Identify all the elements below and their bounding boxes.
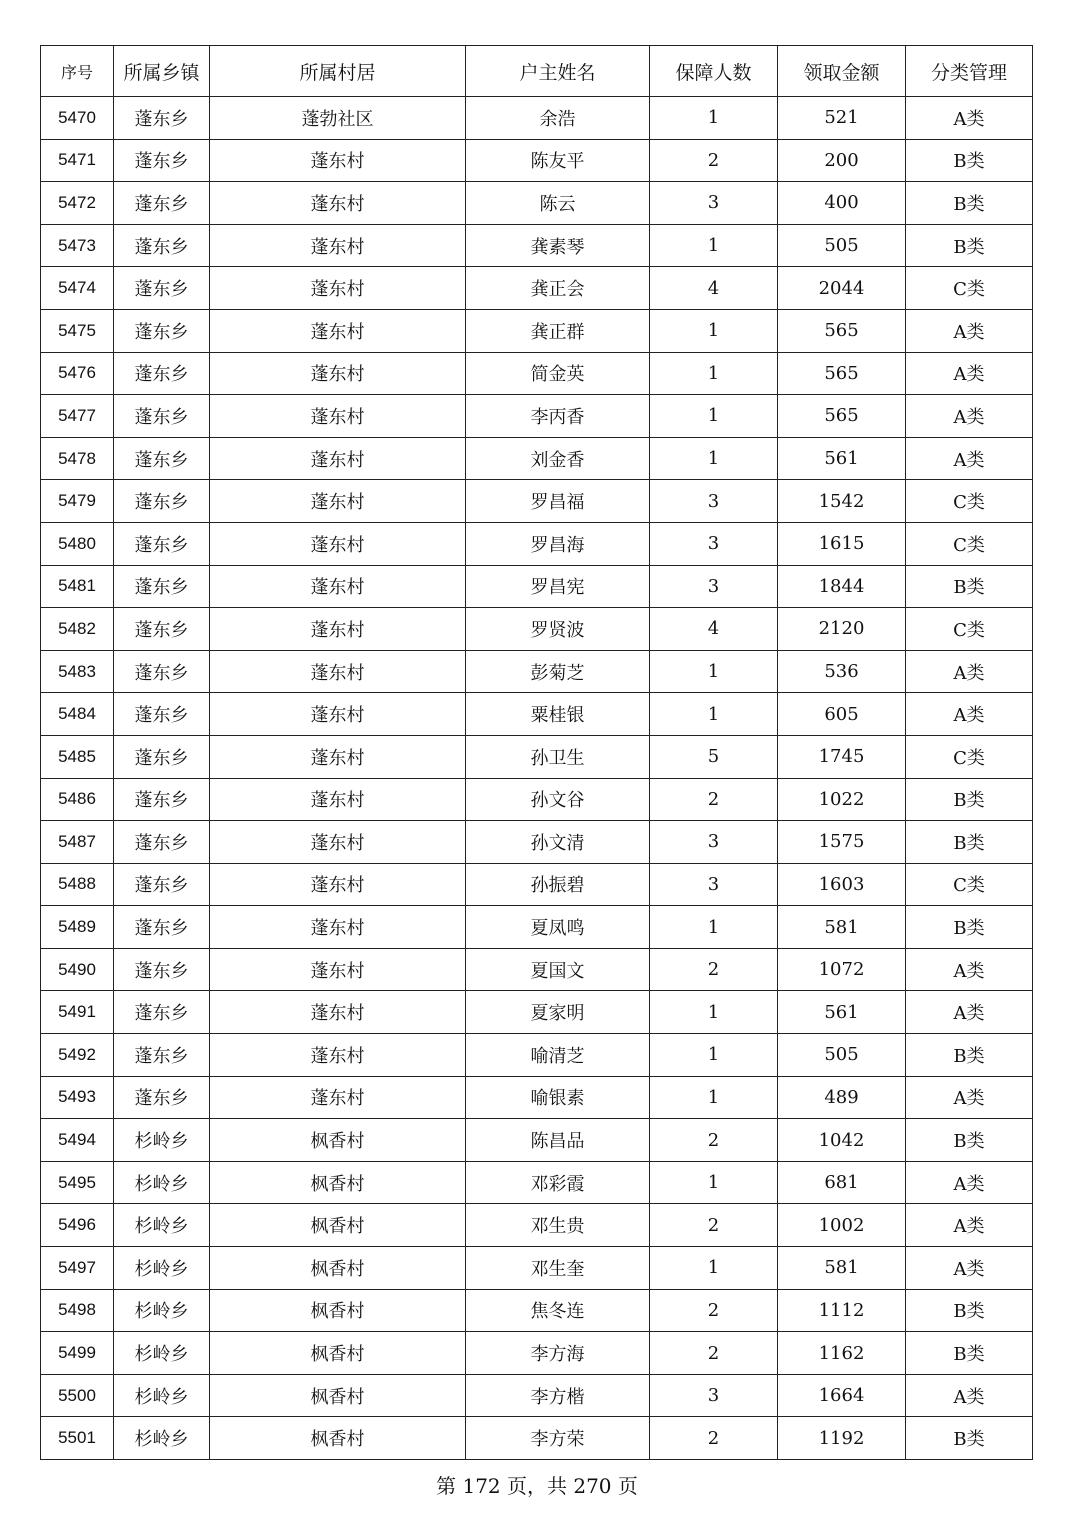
category-cell: B类 bbox=[906, 1119, 1033, 1162]
town-cell: 蓬东乡 bbox=[114, 139, 210, 182]
serial-number-cell: 5499 bbox=[41, 1332, 114, 1375]
village-cell: 枫香村 bbox=[210, 1161, 466, 1204]
village-cell: 蓬东村 bbox=[210, 650, 466, 693]
covered-persons-cell: 1 bbox=[650, 991, 778, 1034]
serial-number-cell: 5494 bbox=[41, 1119, 114, 1162]
covered-persons-cell: 1 bbox=[650, 352, 778, 395]
covered-persons-cell: 1 bbox=[650, 1161, 778, 1204]
category-cell: A类 bbox=[906, 991, 1033, 1034]
town-cell: 蓬东乡 bbox=[114, 778, 210, 821]
serial-number-cell: 5477 bbox=[41, 395, 114, 438]
village-cell: 蓬东村 bbox=[210, 352, 466, 395]
village-cell: 蓬东村 bbox=[210, 182, 466, 225]
category-cell: A类 bbox=[906, 1161, 1033, 1204]
amount-cell: 489 bbox=[778, 1076, 906, 1119]
amount-cell: 1542 bbox=[778, 480, 906, 523]
table-row bbox=[41, 948, 1033, 991]
table-row bbox=[41, 267, 1033, 310]
town-cell: 蓬东乡 bbox=[114, 948, 210, 991]
covered-persons-cell: 1 bbox=[650, 437, 778, 480]
village-cell: 枫香村 bbox=[210, 1119, 466, 1162]
category-cell: A类 bbox=[906, 1374, 1033, 1417]
header-amount: 领取金额 bbox=[778, 46, 906, 97]
town-cell: 蓬东乡 bbox=[114, 1034, 210, 1077]
village-cell: 枫香村 bbox=[210, 1247, 466, 1290]
category-cell: B类 bbox=[906, 1034, 1033, 1077]
serial-number-cell: 5475 bbox=[41, 309, 114, 352]
town-cell: 蓬东乡 bbox=[114, 480, 210, 523]
amount-cell: 561 bbox=[778, 437, 906, 480]
assistance-roster-table bbox=[40, 45, 1033, 1460]
serial-number-cell: 5490 bbox=[41, 948, 114, 991]
table-row bbox=[41, 608, 1033, 651]
serial-number-cell: 5482 bbox=[41, 608, 114, 651]
category-cell: B类 bbox=[906, 565, 1033, 608]
covered-persons-cell: 2 bbox=[650, 1289, 778, 1332]
serial-number-cell: 5501 bbox=[41, 1417, 114, 1460]
town-cell: 杉岭乡 bbox=[114, 1204, 210, 1247]
amount-cell: 505 bbox=[778, 224, 906, 267]
serial-number-cell: 5476 bbox=[41, 352, 114, 395]
householder-name-cell: 夏凤鸣 bbox=[466, 906, 650, 949]
householder-name-cell: 邓生贵 bbox=[466, 1204, 650, 1247]
householder-name-cell: 夏家明 bbox=[466, 991, 650, 1034]
category-cell: A类 bbox=[906, 650, 1033, 693]
householder-name-cell: 陈友平 bbox=[466, 139, 650, 182]
covered-persons-cell: 5 bbox=[650, 735, 778, 778]
serial-number-cell: 5489 bbox=[41, 906, 114, 949]
covered-persons-cell: 3 bbox=[650, 182, 778, 225]
table-row bbox=[41, 139, 1033, 182]
category-cell: B类 bbox=[906, 1332, 1033, 1375]
table-row bbox=[41, 693, 1033, 736]
serial-number-cell: 5483 bbox=[41, 650, 114, 693]
covered-persons-cell: 3 bbox=[650, 522, 778, 565]
village-cell: 蓬东村 bbox=[210, 735, 466, 778]
town-cell: 蓬东乡 bbox=[114, 224, 210, 267]
amount-cell: 1575 bbox=[778, 821, 906, 864]
table-row bbox=[41, 1332, 1033, 1375]
town-cell: 蓬东乡 bbox=[114, 735, 210, 778]
covered-persons-cell: 2 bbox=[650, 139, 778, 182]
table-row bbox=[41, 224, 1033, 267]
town-cell: 杉岭乡 bbox=[114, 1161, 210, 1204]
village-cell: 蓬东村 bbox=[210, 948, 466, 991]
table-row bbox=[41, 182, 1033, 225]
category-cell: B类 bbox=[906, 821, 1033, 864]
covered-persons-cell: 4 bbox=[650, 267, 778, 310]
serial-number-cell: 5473 bbox=[41, 224, 114, 267]
householder-name-cell: 刘金香 bbox=[466, 437, 650, 480]
amount-cell: 521 bbox=[778, 97, 906, 140]
category-cell: C类 bbox=[906, 522, 1033, 565]
village-cell: 蓬东村 bbox=[210, 480, 466, 523]
covered-persons-cell: 2 bbox=[650, 1417, 778, 1460]
serial-number-cell: 5498 bbox=[41, 1289, 114, 1332]
serial-number-cell: 5493 bbox=[41, 1076, 114, 1119]
covered-persons-cell: 3 bbox=[650, 480, 778, 523]
amount-cell: 1603 bbox=[778, 863, 906, 906]
amount-cell: 1664 bbox=[778, 1374, 906, 1417]
header-village: 所属村居 bbox=[210, 46, 466, 97]
table-header-row bbox=[41, 46, 1033, 97]
table-row bbox=[41, 991, 1033, 1034]
table-row bbox=[41, 1161, 1033, 1204]
category-cell: B类 bbox=[906, 224, 1033, 267]
amount-cell: 1002 bbox=[778, 1204, 906, 1247]
serial-number-cell: 5487 bbox=[41, 821, 114, 864]
amount-cell: 1844 bbox=[778, 565, 906, 608]
header-householder-name: 户主姓名 bbox=[466, 46, 650, 97]
amount-cell: 1192 bbox=[778, 1417, 906, 1460]
table-row bbox=[41, 863, 1033, 906]
table-row bbox=[41, 97, 1033, 140]
village-cell: 蓬东村 bbox=[210, 395, 466, 438]
table-row bbox=[41, 1204, 1033, 1247]
category-cell: A类 bbox=[906, 948, 1033, 991]
town-cell: 杉岭乡 bbox=[114, 1247, 210, 1290]
householder-name-cell: 孙卫生 bbox=[466, 735, 650, 778]
covered-persons-cell: 1 bbox=[650, 1076, 778, 1119]
serial-number-cell: 5486 bbox=[41, 778, 114, 821]
householder-name-cell: 余浩 bbox=[466, 97, 650, 140]
category-cell: B类 bbox=[906, 182, 1033, 225]
amount-cell: 565 bbox=[778, 352, 906, 395]
amount-cell: 1022 bbox=[778, 778, 906, 821]
amount-cell: 505 bbox=[778, 1034, 906, 1077]
serial-number-cell: 5479 bbox=[41, 480, 114, 523]
serial-number-cell: 5472 bbox=[41, 182, 114, 225]
village-cell: 枫香村 bbox=[210, 1332, 466, 1375]
village-cell: 蓬东村 bbox=[210, 139, 466, 182]
category-cell: B类 bbox=[906, 1289, 1033, 1332]
town-cell: 蓬东乡 bbox=[114, 608, 210, 651]
serial-number-cell: 5491 bbox=[41, 991, 114, 1034]
amount-cell: 400 bbox=[778, 182, 906, 225]
table-row bbox=[41, 650, 1033, 693]
householder-name-cell: 孙文清 bbox=[466, 821, 650, 864]
amount-cell: 2120 bbox=[778, 608, 906, 651]
category-cell: C类 bbox=[906, 863, 1033, 906]
village-cell: 蓬东村 bbox=[210, 309, 466, 352]
table-row bbox=[41, 1417, 1033, 1460]
amount-cell: 2044 bbox=[778, 267, 906, 310]
table-row bbox=[41, 437, 1033, 480]
covered-persons-cell: 2 bbox=[650, 948, 778, 991]
village-cell: 蓬东村 bbox=[210, 693, 466, 736]
serial-number-cell: 5474 bbox=[41, 267, 114, 310]
serial-number-cell: 5471 bbox=[41, 139, 114, 182]
town-cell: 蓬东乡 bbox=[114, 182, 210, 225]
serial-number-cell: 5485 bbox=[41, 735, 114, 778]
village-cell: 枫香村 bbox=[210, 1289, 466, 1332]
serial-number-cell: 5480 bbox=[41, 522, 114, 565]
category-cell: B类 bbox=[906, 906, 1033, 949]
village-cell: 蓬勃社区 bbox=[210, 97, 466, 140]
table-body bbox=[41, 97, 1033, 1460]
town-cell: 蓬东乡 bbox=[114, 991, 210, 1034]
town-cell: 蓬东乡 bbox=[114, 522, 210, 565]
table-row bbox=[41, 522, 1033, 565]
householder-name-cell: 罗昌福 bbox=[466, 480, 650, 523]
householder-name-cell: 邓生奎 bbox=[466, 1247, 650, 1290]
covered-persons-cell: 1 bbox=[650, 309, 778, 352]
header-town: 所属乡镇 bbox=[114, 46, 210, 97]
category-cell: A类 bbox=[906, 693, 1033, 736]
village-cell: 蓬东村 bbox=[210, 1034, 466, 1077]
town-cell: 蓬东乡 bbox=[114, 821, 210, 864]
village-cell: 蓬东村 bbox=[210, 267, 466, 310]
covered-persons-cell: 2 bbox=[650, 778, 778, 821]
town-cell: 蓬东乡 bbox=[114, 437, 210, 480]
amount-cell: 565 bbox=[778, 309, 906, 352]
town-cell: 蓬东乡 bbox=[114, 906, 210, 949]
header-serial-number: 序号 bbox=[41, 46, 114, 97]
table-row bbox=[41, 480, 1033, 523]
table-row bbox=[41, 821, 1033, 864]
category-cell: B类 bbox=[906, 778, 1033, 821]
serial-number-cell: 5470 bbox=[41, 97, 114, 140]
town-cell: 蓬东乡 bbox=[114, 352, 210, 395]
village-cell: 蓬东村 bbox=[210, 863, 466, 906]
header-covered-persons: 保障人数 bbox=[650, 46, 778, 97]
table-row bbox=[41, 352, 1033, 395]
householder-name-cell: 彭菊芝 bbox=[466, 650, 650, 693]
village-cell: 蓬东村 bbox=[210, 991, 466, 1034]
amount-cell: 681 bbox=[778, 1161, 906, 1204]
village-cell: 蓬东村 bbox=[210, 778, 466, 821]
serial-number-cell: 5484 bbox=[41, 693, 114, 736]
village-cell: 枫香村 bbox=[210, 1204, 466, 1247]
covered-persons-cell: 3 bbox=[650, 565, 778, 608]
category-cell: C类 bbox=[906, 480, 1033, 523]
town-cell: 蓬东乡 bbox=[114, 395, 210, 438]
village-cell: 蓬东村 bbox=[210, 1076, 466, 1119]
category-cell: C类 bbox=[906, 267, 1033, 310]
town-cell: 杉岭乡 bbox=[114, 1119, 210, 1162]
covered-persons-cell: 3 bbox=[650, 863, 778, 906]
householder-name-cell: 邓彩霞 bbox=[466, 1161, 650, 1204]
covered-persons-cell: 2 bbox=[650, 1332, 778, 1375]
amount-cell: 536 bbox=[778, 650, 906, 693]
table-row bbox=[41, 1034, 1033, 1077]
covered-persons-cell: 4 bbox=[650, 608, 778, 651]
table-row bbox=[41, 309, 1033, 352]
town-cell: 蓬东乡 bbox=[114, 1076, 210, 1119]
category-cell: A类 bbox=[906, 97, 1033, 140]
householder-name-cell: 李方楷 bbox=[466, 1374, 650, 1417]
town-cell: 蓬东乡 bbox=[114, 863, 210, 906]
householder-name-cell: 孙振碧 bbox=[466, 863, 650, 906]
category-cell: B类 bbox=[906, 139, 1033, 182]
householder-name-cell: 罗昌海 bbox=[466, 522, 650, 565]
covered-persons-cell: 1 bbox=[650, 97, 778, 140]
category-cell: A类 bbox=[906, 437, 1033, 480]
householder-name-cell: 罗贤波 bbox=[466, 608, 650, 651]
amount-cell: 1042 bbox=[778, 1119, 906, 1162]
householder-name-cell: 罗昌宪 bbox=[466, 565, 650, 608]
page-footer: 第 172 页，共 270 页 bbox=[436, 1474, 638, 1498]
category-cell: A类 bbox=[906, 352, 1033, 395]
table-row bbox=[41, 735, 1033, 778]
category-cell: B类 bbox=[906, 1417, 1033, 1460]
village-cell: 枫香村 bbox=[210, 1417, 466, 1460]
town-cell: 蓬东乡 bbox=[114, 693, 210, 736]
covered-persons-cell: 1 bbox=[650, 693, 778, 736]
category-cell: A类 bbox=[906, 1076, 1033, 1119]
table-row bbox=[41, 906, 1033, 949]
amount-cell: 605 bbox=[778, 693, 906, 736]
header-category: 分类管理 bbox=[906, 46, 1033, 97]
village-cell: 蓬东村 bbox=[210, 224, 466, 267]
category-cell: A类 bbox=[906, 309, 1033, 352]
amount-cell: 1162 bbox=[778, 1332, 906, 1375]
village-cell: 蓬东村 bbox=[210, 522, 466, 565]
amount-cell: 581 bbox=[778, 906, 906, 949]
table-row bbox=[41, 1119, 1033, 1162]
householder-name-cell: 焦冬连 bbox=[466, 1289, 650, 1332]
serial-number-cell: 5500 bbox=[41, 1374, 114, 1417]
householder-name-cell: 李丙香 bbox=[466, 395, 650, 438]
covered-persons-cell: 1 bbox=[650, 906, 778, 949]
amount-cell: 1112 bbox=[778, 1289, 906, 1332]
town-cell: 杉岭乡 bbox=[114, 1374, 210, 1417]
covered-persons-cell: 1 bbox=[650, 224, 778, 267]
town-cell: 蓬东乡 bbox=[114, 565, 210, 608]
amount-cell: 565 bbox=[778, 395, 906, 438]
serial-number-cell: 5495 bbox=[41, 1161, 114, 1204]
covered-persons-cell: 1 bbox=[650, 395, 778, 438]
table-row bbox=[41, 1289, 1033, 1332]
amount-cell: 581 bbox=[778, 1247, 906, 1290]
town-cell: 杉岭乡 bbox=[114, 1289, 210, 1332]
covered-persons-cell: 1 bbox=[650, 1034, 778, 1077]
town-cell: 蓬东乡 bbox=[114, 309, 210, 352]
householder-name-cell: 喻银素 bbox=[466, 1076, 650, 1119]
town-cell: 蓬东乡 bbox=[114, 650, 210, 693]
serial-number-cell: 5481 bbox=[41, 565, 114, 608]
householder-name-cell: 李方海 bbox=[466, 1332, 650, 1375]
village-cell: 蓬东村 bbox=[210, 437, 466, 480]
table-row bbox=[41, 1247, 1033, 1290]
serial-number-cell: 5478 bbox=[41, 437, 114, 480]
category-cell: A类 bbox=[906, 395, 1033, 438]
amount-cell: 200 bbox=[778, 139, 906, 182]
town-cell: 杉岭乡 bbox=[114, 1417, 210, 1460]
village-cell: 蓬东村 bbox=[210, 565, 466, 608]
covered-persons-cell: 2 bbox=[650, 1119, 778, 1162]
category-cell: A类 bbox=[906, 1204, 1033, 1247]
village-cell: 蓬东村 bbox=[210, 906, 466, 949]
amount-cell: 1745 bbox=[778, 735, 906, 778]
householder-name-cell: 李方荣 bbox=[466, 1417, 650, 1460]
serial-number-cell: 5497 bbox=[41, 1247, 114, 1290]
table-row bbox=[41, 1076, 1033, 1119]
table-row bbox=[41, 565, 1033, 608]
householder-name-cell: 喻清芝 bbox=[466, 1034, 650, 1077]
serial-number-cell: 5496 bbox=[41, 1204, 114, 1247]
village-cell: 蓬东村 bbox=[210, 608, 466, 651]
amount-cell: 561 bbox=[778, 991, 906, 1034]
covered-persons-cell: 1 bbox=[650, 650, 778, 693]
serial-number-cell: 5492 bbox=[41, 1034, 114, 1077]
amount-cell: 1072 bbox=[778, 948, 906, 991]
category-cell: A类 bbox=[906, 1247, 1033, 1290]
householder-name-cell: 夏国文 bbox=[466, 948, 650, 991]
town-cell: 蓬东乡 bbox=[114, 267, 210, 310]
householder-name-cell: 陈昌品 bbox=[466, 1119, 650, 1162]
category-cell: C类 bbox=[906, 735, 1033, 778]
covered-persons-cell: 2 bbox=[650, 1204, 778, 1247]
village-cell: 蓬东村 bbox=[210, 821, 466, 864]
town-cell: 蓬东乡 bbox=[114, 97, 210, 140]
householder-name-cell: 简金英 bbox=[466, 352, 650, 395]
householder-name-cell: 孙文谷 bbox=[466, 778, 650, 821]
table-row bbox=[41, 778, 1033, 821]
category-cell: C类 bbox=[906, 608, 1033, 651]
householder-name-cell: 龚正会 bbox=[466, 267, 650, 310]
householder-name-cell: 陈云 bbox=[466, 182, 650, 225]
householder-name-cell: 龚素琴 bbox=[466, 224, 650, 267]
covered-persons-cell: 3 bbox=[650, 821, 778, 864]
covered-persons-cell: 1 bbox=[650, 1247, 778, 1290]
town-cell: 杉岭乡 bbox=[114, 1332, 210, 1375]
village-cell: 枫香村 bbox=[210, 1374, 466, 1417]
table-row bbox=[41, 395, 1033, 438]
amount-cell: 1615 bbox=[778, 522, 906, 565]
householder-name-cell: 粟桂银 bbox=[466, 693, 650, 736]
table-row bbox=[41, 1374, 1033, 1417]
covered-persons-cell: 3 bbox=[650, 1374, 778, 1417]
householder-name-cell: 龚正群 bbox=[466, 309, 650, 352]
serial-number-cell: 5488 bbox=[41, 863, 114, 906]
